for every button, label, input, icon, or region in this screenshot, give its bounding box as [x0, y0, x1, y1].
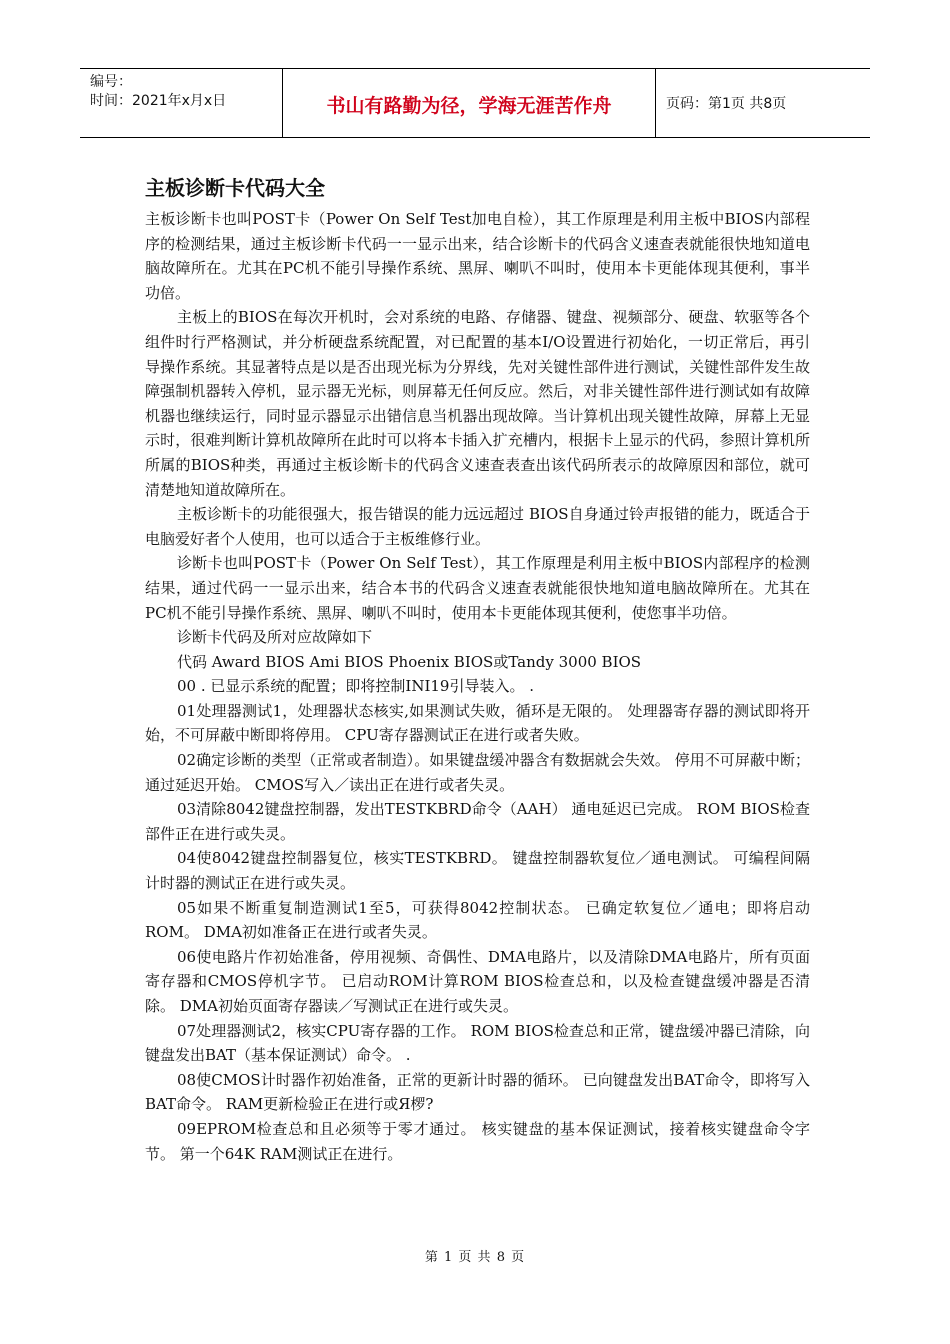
header-motto: 书山有路勤为径，学海无涯苦作舟 — [326, 95, 612, 117]
document-number-label: 编号： — [90, 74, 132, 90]
code-entry: 02确定诊断的类型（正常或者制造）。如果键盘缓冲器含有数据就会失效。 停用不可屏蔽中断；通过延迟开始。 CMOS写入／读出正在进行或者失灵。 — [145, 751, 810, 794]
document-date-label: 时间：2021年x月x日 — [90, 93, 227, 109]
code-table-header: 代码 Award BIOS Ami BIOS Phoenix BIOS或Tandy 3000 BIOS — [177, 652, 642, 671]
document-body — [145, 207, 810, 1166]
code-entry: 05如果不断重复制造测试1至5，可获得8042控制状态。 已确定软复位／通电；即将启动ROM。 DMA初如准备正在进行或者失灵。 — [145, 898, 810, 942]
code-entry: 04使8042键盘控制器复位，核实TESTKBRD。 键盘控制器软复位／通电测试。 可编程间隔计时器的测试正在进行或失灵。 — [145, 849, 810, 893]
header-motto-cell — [283, 69, 656, 137]
header-page-info: 页码：第1页 共8页 — [666, 96, 787, 112]
header-meta-cell — [80, 69, 283, 137]
code-entry: 00 . 已显示系统的配置；即将控制INI19引导装入。 . — [177, 677, 534, 696]
body-paragraph: 诊断卡代码及所对应故障如下 — [177, 628, 373, 647]
body-paragraph: 主板诊断卡也叫POST卡（Power On Self Test加电自检），其工作原理是利用主板中BIOS内部程序的检测结果，通过主板诊断卡代码一一显示出来，结合诊断卡的代码含义速查表就能很快地知道电脑故障所在。尤其在PC机不能引导操作系统、黑屏、喇叭不叫时，使用本卡更能体现其便利，事半功倍。 — [145, 210, 810, 302]
body-paragraph: 诊断卡也叫POST卡（Power On Self Test），其工作原理是利用主板中BIOS内部程序的检测结果，通过代码一一显示出来，结合本书的代码含义速查表就能很快地知道电脑故障所在。尤其在PC机不能引导操作系统、黑屏、喇叭不叫时，使用本卡更能体现其便利，使您事半功倍。 — [145, 554, 810, 622]
document-title: 主板诊断卡代码大全 — [145, 176, 325, 200]
code-entry: 06使电路片作初始准备，停用视频、奇偶性、DMA电路片，以及清除DMA电路片，所有页面寄存器和CMOS停机字节。 已启动ROM计算ROM BIOS检查总和，以及检查键盘缓冲器是否清除。 DMA初始页面寄存器读／写测试正在进行或失灵。 — [145, 947, 810, 1015]
body-paragraph: 主板上的BIOS在每次开机时，会对系统的电路、存储器、键盘、视频部分、硬盘、软驱等各个组件时行严格测试，并分析硬盘系统配置，对已配置的基本I/O设置进行初始化，一切正常后，再引导操作系统。其显著特点是以是否出现光标为分界线，先对关键性部件进行测试，关键性部件发生故障强制机器转入停机，显示器无光标，则屏幕无任何反应。然后，对非关键性部件进行测试如有故障机器也继续运行，同时显示器显示出错信息当机器出现故障。当计算机出现关键性故障，屏幕上无显示时，很难判断计算机故障所在此时可以将本卡插入扩充槽内，根据卡上显示的代码，参照计算机所所属的BIOS种类，再通过主板诊断卡的代码含义速查表查出该代码所表示的故障原因和部位，就可清楚地知道故障所在。 — [145, 308, 810, 499]
code-entry: 01处理器测试1，处理器状态核实,如果测试失败，循环是无限的。 处理器寄存器的测试即将开始，不可屏蔽中断即将停用。 CPU寄存器测试正在进行或者失败。 — [145, 701, 810, 745]
body-paragraph: 主板诊断卡的功能很强大，报告错误的能力远远超过 BIOS自身通过铃声报错的能力，既适合于电脑爱好者个人使用，也可以适合于主板维修行业。 — [145, 505, 810, 548]
page-footer: 第 1 页 共 8 页 — [424, 1250, 526, 1265]
code-entry: 03清除8042键盘控制器，发出TESTKBRD命令（AAH） 通电延迟已完成。 ROM BIOS检查部件正在进行或失灵。 — [145, 800, 810, 843]
code-entry: 08使CMOS计时器作初始准备，正常的更新计时器的循环。 已向键盘发出BAT命令，即将写入BAT命令。 RAM更新检验正在进行或Я椤? — [145, 1070, 810, 1114]
code-entry: 07处理器测试2，核实CPU寄存器的工作。 ROM BIOS检查总和正常，键盘缓冲器已清除，向键盘发出BAT（基本保证测试）命令。 . — [145, 1021, 810, 1065]
page-header — [80, 68, 870, 138]
code-entry: 09EPROM检查总和且必须等于零才通过。 核实键盘的基本保证测试，接着核实键盘命令字节。 第一个64K RAM测试正在进行。 — [145, 1119, 810, 1163]
header-page-cell — [656, 69, 870, 137]
